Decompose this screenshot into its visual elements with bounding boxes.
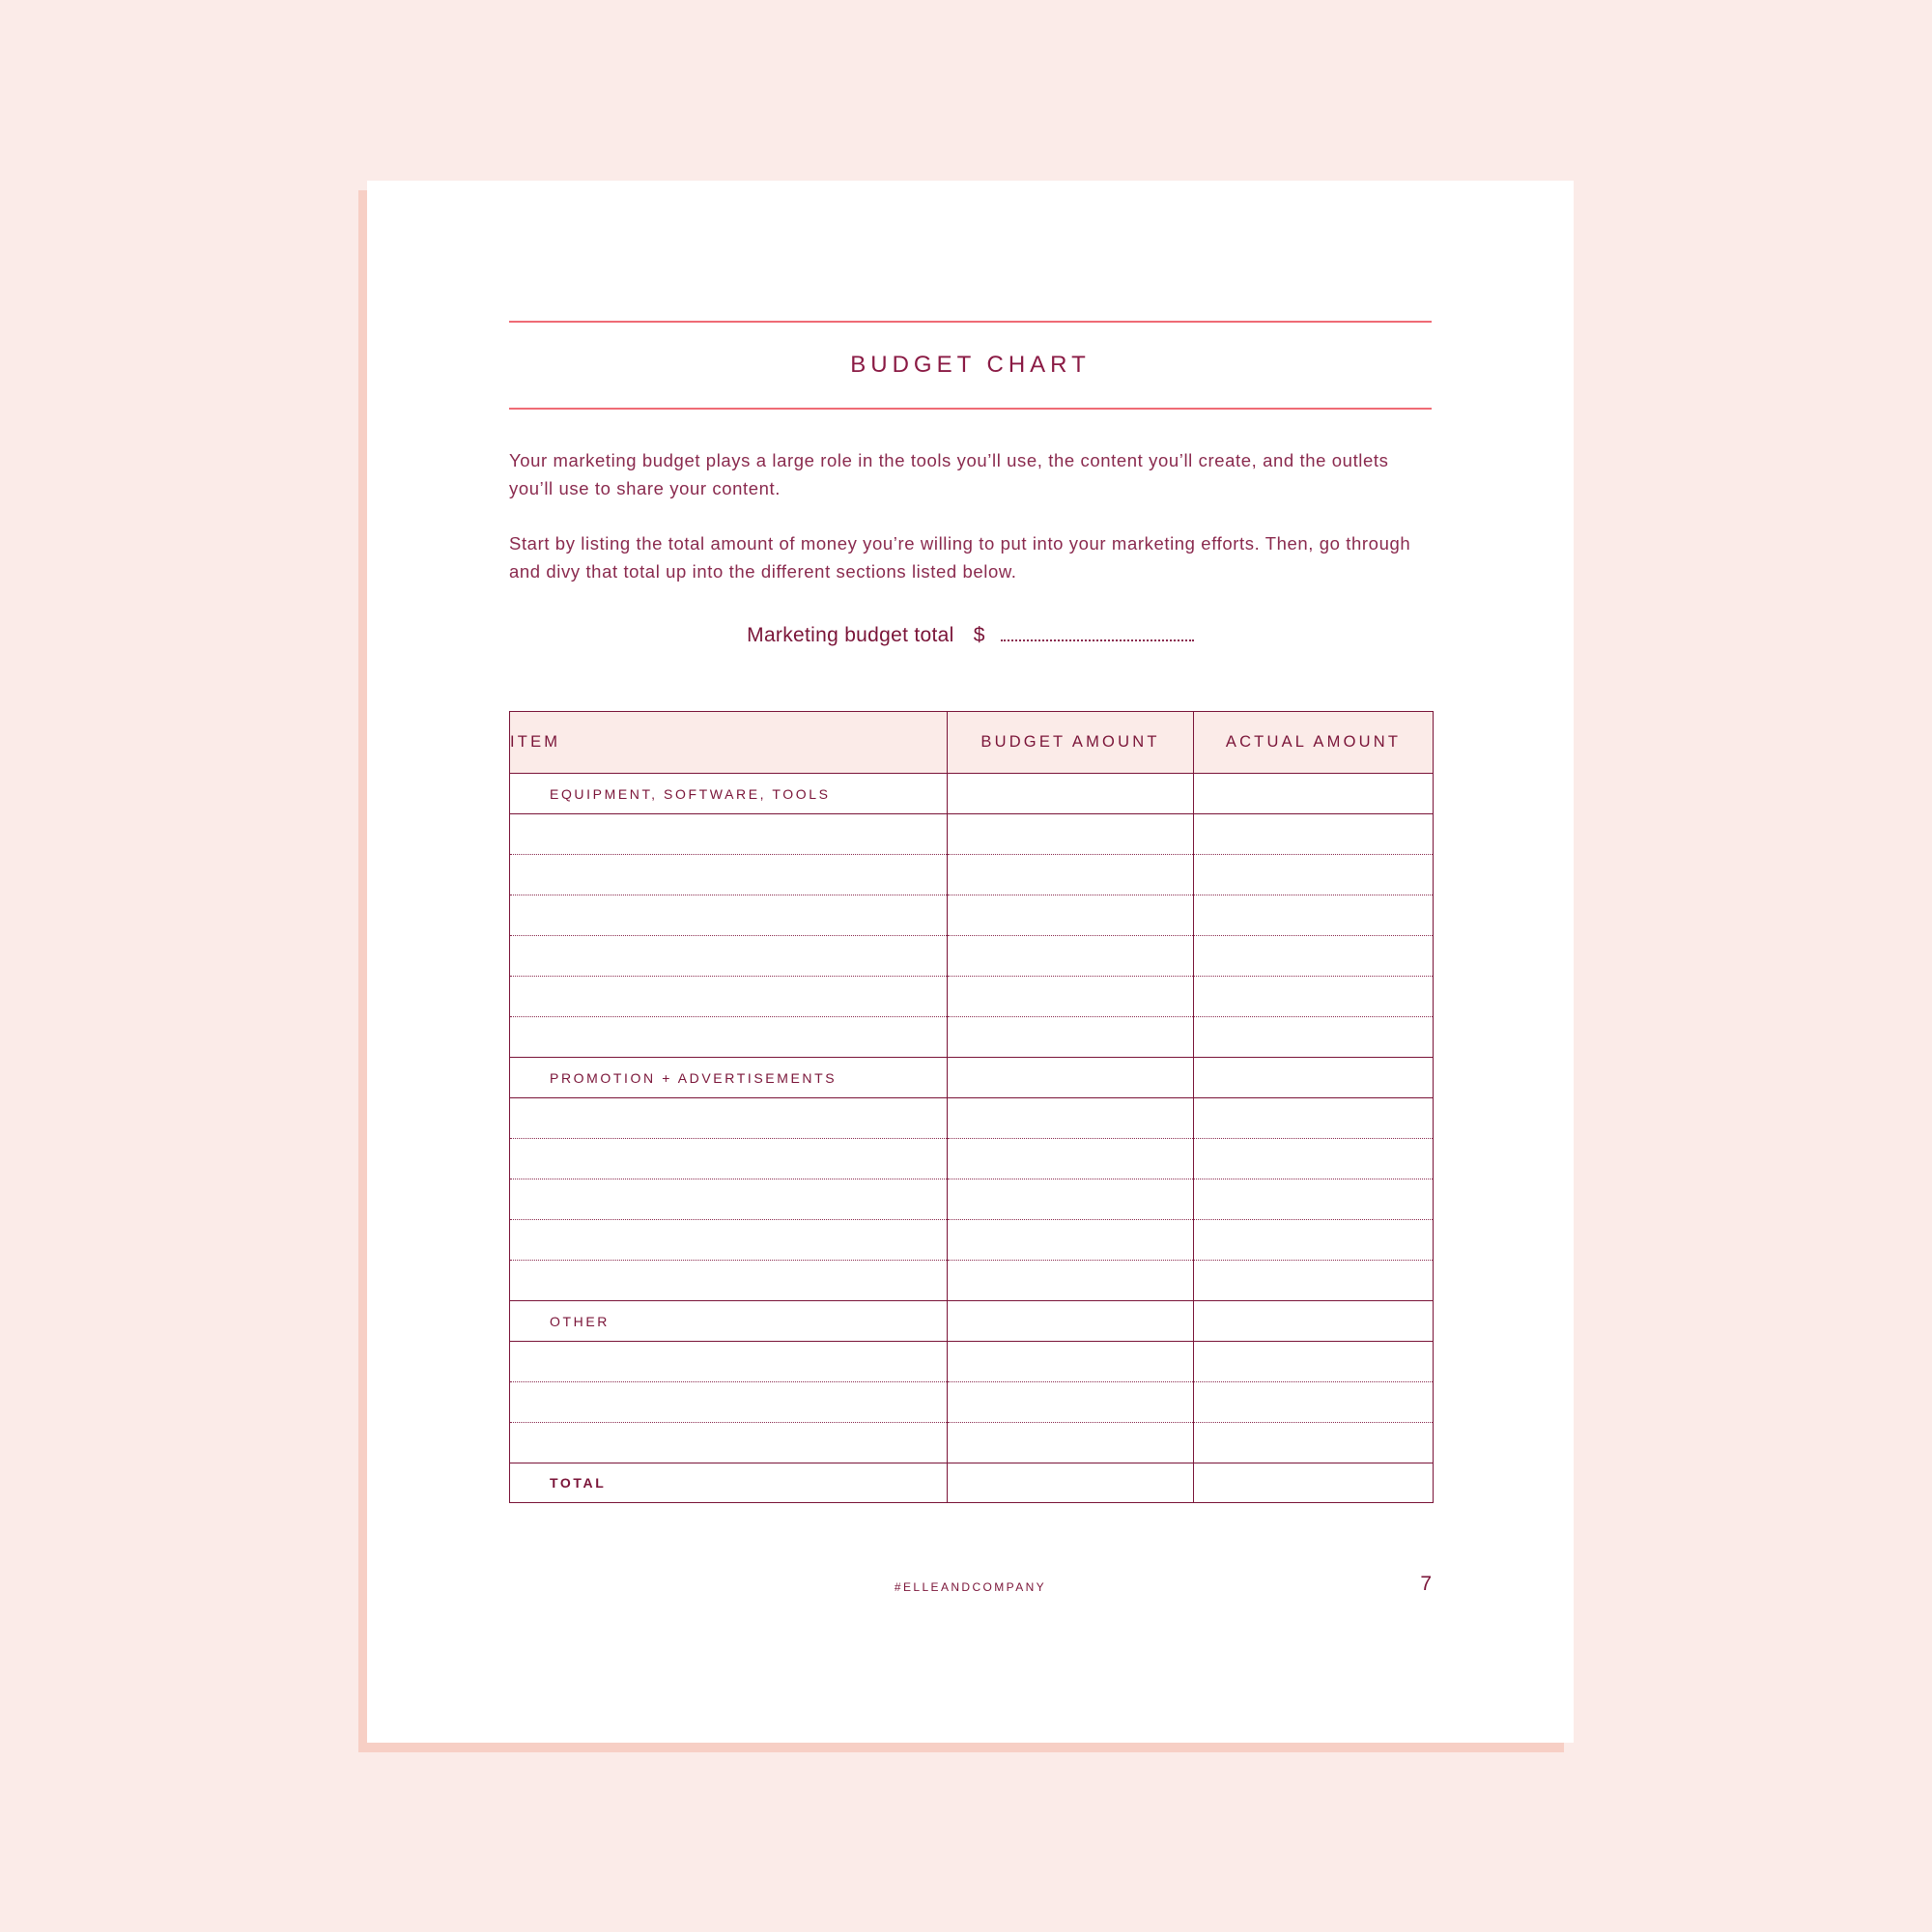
entry-actual-cell[interactable] [1194,1423,1434,1463]
header-budget-amount: BUDGET AMOUNT [948,712,1194,774]
entry-budget-cell[interactable] [948,1423,1194,1463]
page-footer [509,1573,1432,1602]
entry-budget-cell[interactable] [948,814,1194,855]
entry-row [510,1098,1434,1139]
entry-row [510,977,1434,1017]
section-row [510,1301,1434,1342]
entry-budget-cell[interactable] [948,1098,1194,1139]
section-row [510,774,1434,814]
section-budget-cell[interactable] [948,1058,1194,1098]
entry-budget-cell[interactable] [948,1179,1194,1220]
entry-row [510,855,1434,895]
section-label: EQUIPMENT, SOFTWARE, TOOLS [510,774,948,814]
page-number: 7 [1420,1573,1432,1595]
entry-budget-cell[interactable] [948,1017,1194,1058]
entry-row [510,814,1434,855]
entry-row [510,1179,1434,1220]
section-label: PROMOTION + ADVERTISEMENTS [510,1058,948,1098]
entry-actual-cell[interactable] [1194,977,1434,1017]
section-actual-cell[interactable] [1194,774,1434,814]
entry-budget-cell[interactable] [948,1220,1194,1261]
entry-item-cell[interactable] [510,1423,948,1463]
entry-actual-cell[interactable] [1194,1382,1434,1423]
intro-text [509,446,1432,585]
budget-total-input-line[interactable] [1001,628,1194,641]
entry-row [510,1382,1434,1423]
total-actual-cell[interactable] [1194,1463,1434,1503]
section-actual-cell[interactable] [1194,1301,1434,1342]
section-budget-cell[interactable] [948,1301,1194,1342]
budget-table [509,711,1434,1503]
entry-actual-cell[interactable] [1194,895,1434,936]
entry-row [510,1423,1434,1463]
total-row [510,1463,1434,1503]
header-actual-amount: ACTUAL AMOUNT [1194,712,1434,774]
entry-item-cell[interactable] [510,936,948,977]
budget-total-label: Marketing budget total [747,624,954,646]
entry-row [510,895,1434,936]
page-content [509,321,1432,1503]
section-budget-cell[interactable] [948,774,1194,814]
entry-item-cell[interactable] [510,1179,948,1220]
entry-row [510,1220,1434,1261]
total-label: TOTAL [510,1463,948,1503]
entry-actual-cell[interactable] [1194,855,1434,895]
section-actual-cell[interactable] [1194,1058,1434,1098]
entry-actual-cell[interactable] [1194,1261,1434,1301]
entry-item-cell[interactable] [510,1382,948,1423]
title-rule-bottom [509,408,1432,410]
entry-budget-cell[interactable] [948,855,1194,895]
entry-item-cell[interactable] [510,977,948,1017]
entry-actual-cell[interactable] [1194,814,1434,855]
entry-actual-cell[interactable] [1194,1017,1434,1058]
entry-budget-cell[interactable] [948,1342,1194,1382]
footer-tag: #ELLEANDCOMPANY [894,1580,1047,1594]
table-body [510,774,1434,1503]
entry-actual-cell[interactable] [1194,1342,1434,1382]
currency-symbol: $ [973,624,985,646]
entry-row [510,1261,1434,1301]
entry-actual-cell[interactable] [1194,1098,1434,1139]
entry-actual-cell[interactable] [1194,1220,1434,1261]
entry-item-cell[interactable] [510,1098,948,1139]
section-label: OTHER [510,1301,948,1342]
entry-row [510,936,1434,977]
entry-budget-cell[interactable] [948,1139,1194,1179]
entry-item-cell[interactable] [510,1261,948,1301]
entry-actual-cell[interactable] [1194,1139,1434,1179]
entry-item-cell[interactable] [510,1017,948,1058]
entry-budget-cell[interactable] [948,895,1194,936]
intro-paragraph-1: Your marketing budget plays a large role in the tools you’ll use, the content you’ll create, and the outlets you’ll use to share your content. [509,450,1389,498]
entry-budget-cell[interactable] [948,977,1194,1017]
entry-row [510,1342,1434,1382]
entry-item-cell[interactable] [510,1342,948,1382]
entry-budget-cell[interactable] [948,936,1194,977]
entry-budget-cell[interactable] [948,1382,1194,1423]
entry-item-cell[interactable] [510,1220,948,1261]
entry-item-cell[interactable] [510,814,948,855]
entry-row [510,1139,1434,1179]
entry-row [510,1017,1434,1058]
intro-paragraph-2: Start by listing the total amount of money you’re willing to put into your marketing efforts. Then, go through and divy that total up into the different sections listed below. [509,533,1411,582]
table-header-row [510,712,1434,774]
section-row [510,1058,1434,1098]
budget-total-field [509,624,1432,647]
entry-item-cell[interactable] [510,895,948,936]
header-item: ITEM [510,712,948,774]
entry-item-cell[interactable] [510,1139,948,1179]
page-title: BUDGET CHART [850,352,1091,378]
entry-actual-cell[interactable] [1194,1179,1434,1220]
entry-item-cell[interactable] [510,855,948,895]
total-budget-cell[interactable] [948,1463,1194,1503]
entry-budget-cell[interactable] [948,1261,1194,1301]
entry-actual-cell[interactable] [1194,936,1434,977]
